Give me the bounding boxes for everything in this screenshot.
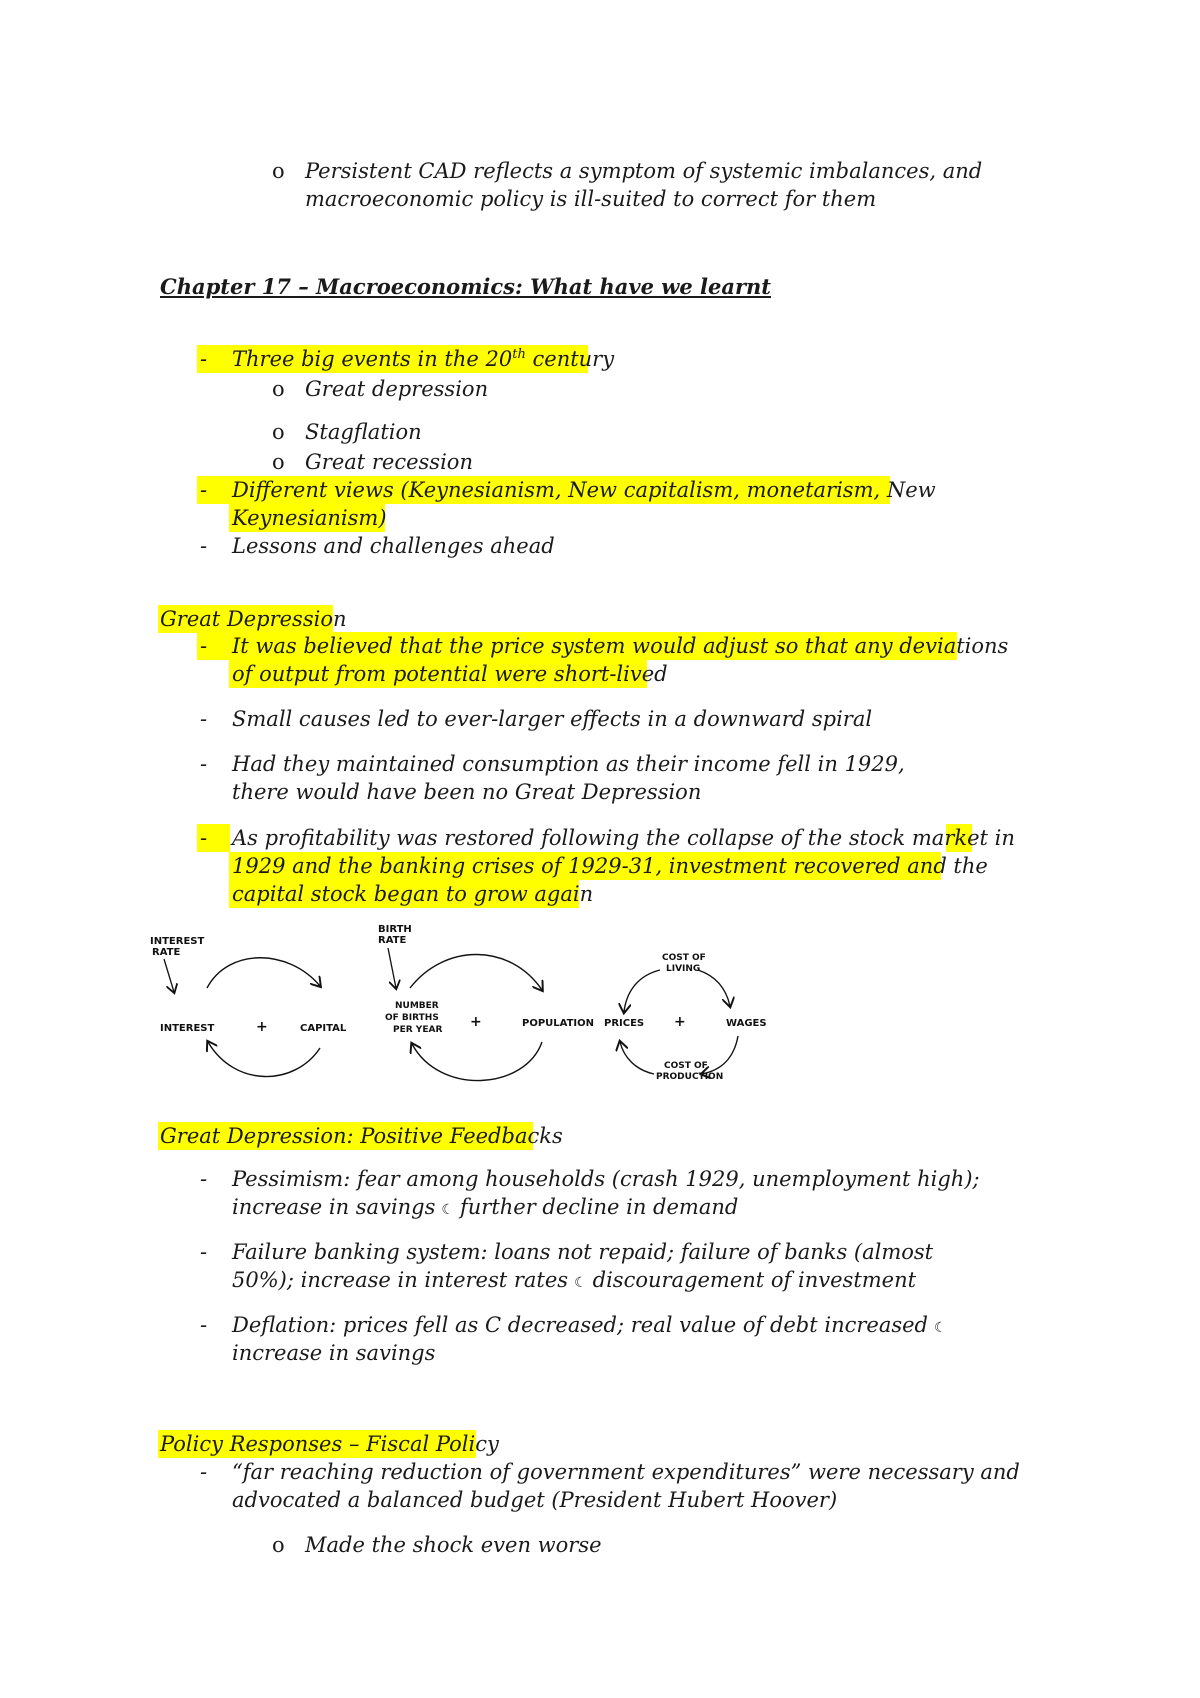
diagram-node-label: WAGES	[726, 1018, 767, 1029]
diagram-sign: +	[470, 1014, 482, 1030]
list-item-events: Three big events in the 20th century	[232, 347, 615, 371]
dash-bullet-marker: -	[200, 826, 208, 850]
diagram-interest-capital	[150, 936, 347, 1077]
feedback-loop-diagrams	[150, 918, 790, 1093]
arrow-icon: ☾	[934, 1320, 947, 1336]
dash-bullet-marker: -	[200, 534, 208, 558]
diagram-input-label: BIRTH	[378, 924, 412, 935]
diagram-node-label: PRODUCTION	[656, 1072, 724, 1082]
sub-bullet-marker: o	[272, 159, 285, 183]
list-item: Stagflation	[305, 420, 422, 444]
list-item: Great recession	[305, 450, 473, 474]
dash-bullet-marker: -	[200, 347, 208, 371]
section-heading-feedbacks: Great Depression: Positive Feedbacks	[160, 1124, 563, 1148]
sub-bullet-marker: o	[272, 377, 285, 401]
sub-bullet-marker: o	[272, 420, 285, 444]
diagram-node-label: PRICES	[604, 1018, 645, 1029]
gd-bullet-1: It was believed that the price system would adjust so that any deviations	[232, 634, 1009, 658]
diagram-input-label: INTEREST	[150, 936, 205, 947]
feedback-bullet-1: Pessimism: fear among households (crash 1929, unemployment high);	[232, 1167, 980, 1191]
dash-bullet-marker: -	[200, 752, 208, 776]
dash-bullet-marker: -	[200, 1167, 208, 1191]
fiscal-bullet-1-cont: advocated a balanced budget (President Hubert Hoover)	[232, 1488, 838, 1512]
diagram-node-label: PER YEAR	[393, 1025, 443, 1035]
diagram-input-label: RATE	[378, 935, 407, 946]
sub-bullet-marker: o	[272, 450, 285, 474]
diagram-prices-wages	[604, 953, 767, 1082]
feedback-bullet-3-cont: increase in savings	[232, 1341, 436, 1365]
diagram-sign: +	[674, 1014, 686, 1030]
gd-bullet-2: Small causes led to ever-larger effects in a downward spiral	[232, 707, 873, 731]
gd-bullet-1-cont: of output from potential were short-lived	[232, 662, 668, 686]
feedback-bullet-2: Failure banking system: loans not repaid; failure of banks (almost	[232, 1240, 934, 1264]
sub-bullet-marker: o	[272, 1533, 285, 1557]
section-heading-fiscal: Policy Responses – Fiscal Policy	[160, 1432, 499, 1456]
diagram-input-label: RATE	[152, 947, 181, 958]
text-line: macroeconomic policy is ill-suited to correct for them	[305, 187, 877, 211]
feedback-bullet-1-cont: increase in savings ☾ further decline in demand	[232, 1195, 739, 1219]
dash-bullet-marker: -	[200, 1240, 208, 1264]
dash-bullet-marker: -	[200, 1313, 208, 1337]
list-item-views-cont: Keynesianism)	[232, 506, 387, 530]
gd-bullet-3-cont: there would have been no Great Depression	[232, 780, 702, 804]
gd-bullet-4-cont: capital stock began to grow again	[232, 882, 594, 906]
arrow-icon: ☾	[574, 1275, 587, 1291]
fiscal-bullet-1: “far reaching reduction of government expenditures” were necessary and	[232, 1460, 1020, 1484]
diagram-birth-population	[378, 924, 594, 1081]
text-line: Persistent CAD reflects a symptom of systemic imbalances, and	[305, 159, 983, 183]
dash-bullet-marker: -	[200, 478, 208, 502]
list-item-lessons: Lessons and challenges ahead	[232, 534, 555, 558]
chapter-heading: Chapter 17 – Macroeconomics: What have we learnt	[160, 274, 772, 299]
diagram-node-label: CAPITAL	[300, 1023, 347, 1034]
list-item: Great depression	[305, 377, 489, 401]
diagram-node-label: LIVING	[666, 964, 701, 974]
dash-bullet-marker: -	[200, 1460, 208, 1484]
feedback-bullet-3: Deflation: prices fell as C decreased; real value of debt increased ☾	[232, 1313, 947, 1337]
section-heading-great-depression: Great Depression	[160, 607, 347, 631]
list-item-views: Different views (Keynesianism, New capitalism, monetarism, New	[232, 478, 936, 502]
dash-bullet-marker: -	[200, 634, 208, 658]
gd-bullet-4: As profitability was restored following the collapse of the stock market in	[232, 826, 1015, 850]
diagram-node-label: COST OF	[664, 1061, 708, 1071]
diagram-node-label: POPULATION	[522, 1018, 595, 1029]
dash-bullet-marker: -	[200, 707, 208, 731]
diagram-node-label: COST OF	[662, 953, 706, 963]
gd-bullet-3: Had they maintained consumption as their income fell in 1929,	[232, 752, 905, 776]
gd-bullet-4-cont: 1929 and the banking crises of 1929-31, investment recovered and the	[232, 854, 988, 878]
diagram-node-label: INTEREST	[160, 1023, 215, 1034]
diagram-sign: +	[256, 1019, 268, 1035]
diagram-node-label: NUMBER	[395, 1001, 439, 1011]
fiscal-sub-bullet: Made the shock even worse	[305, 1533, 602, 1557]
feedback-bullet-2-cont: 50%); increase in interest rates ☾ discouragement of investment	[232, 1268, 917, 1292]
diagram-node-label: OF BIRTHS	[385, 1013, 439, 1023]
arrow-icon: ☾	[441, 1202, 454, 1218]
